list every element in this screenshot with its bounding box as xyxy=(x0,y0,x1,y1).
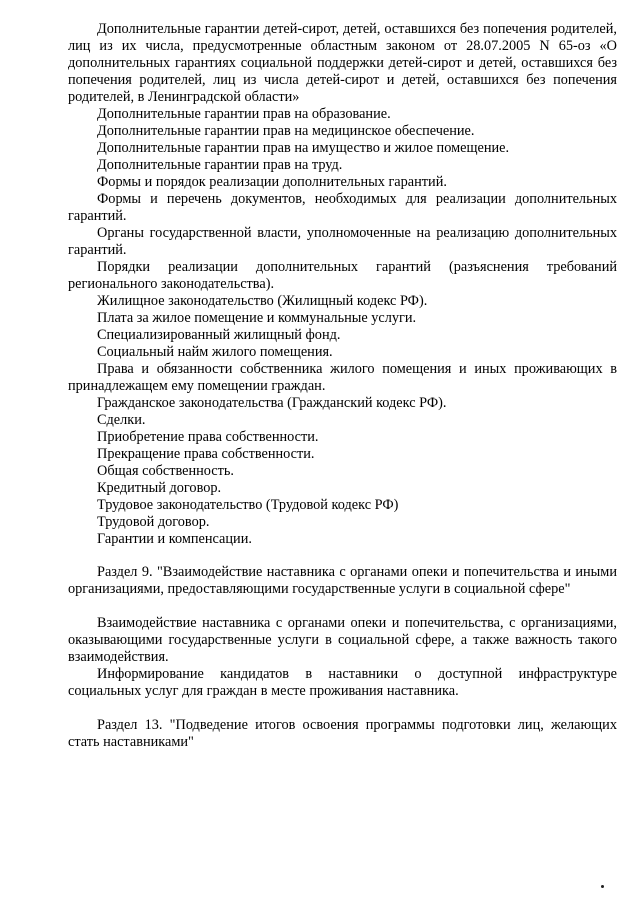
paragraph-medical: Дополнительные гарантии прав на медицинское обеспечение. xyxy=(97,123,475,139)
paragraph-labor-contract: Трудовой договор. xyxy=(97,514,210,530)
paragraph-education: Дополнительные гарантии прав на образование. xyxy=(97,106,391,122)
section-9-heading: Раздел 9. "Взаимодействие наставника с органами опеки и попечительства и иными организациями, предоставляющими государственные услуги в социальной сфере" xyxy=(68,564,617,597)
document-page xyxy=(68,21,617,751)
paragraph-labor-law: Трудовое законодательство (Трудовой кодекс РФ) xyxy=(97,497,399,513)
section-9-interaction: Взаимодействие наставника с органами опеки и попечительства, с организациями, оказывающими государственные услуги в социальной сфере, а также важность такого взаимодействия. xyxy=(68,615,617,665)
paragraph-property: Дополнительные гарантии прав на имущество и жилое помещение. xyxy=(97,140,510,156)
paragraph-procedures: Порядки реализации дополнительных гарантий (разъяснения требований регионального законодательства). xyxy=(68,259,617,292)
paragraph-credit: Кредитный договор. xyxy=(97,480,222,496)
paragraph-special-fund: Специализированный жилищный фонд. xyxy=(97,327,341,343)
paragraph-deals: Сделки. xyxy=(97,412,146,428)
paragraph-termination: Прекращение права собственности. xyxy=(97,446,315,462)
page-mark xyxy=(601,885,604,888)
section-9-informing: Информирование кандидатов в наставники о доступной инфраструктуре социальных услуг для граждан в месте проживания наставника. xyxy=(68,666,617,699)
paragraph-guarantees-compensation: Гарантии и компенсации. xyxy=(97,531,252,547)
paragraph-acquisition: Приобретение права собственности. xyxy=(97,429,319,445)
paragraph-housing-law: Жилищное законодательство (Жилищный кодекс РФ). xyxy=(97,293,428,309)
paragraph-common-property: Общая собственность. xyxy=(97,463,234,479)
paragraph-labor: Дополнительные гарантии прав на труд. xyxy=(97,157,343,173)
paragraph-owner-rights: Права и обязанности собственника жилого помещения и иных проживающих в принадлежащем ему помещении граждан. xyxy=(68,361,617,394)
paragraph-guarantees-intro: Дополнительные гарантии детей-сирот, детей, оставшихся без попечения родителей, лиц из их числа, предусмотренные областным законом от 28.07.2005 N 65-оз «О дополнительных гарантиях социальной поддержки детей-сирот и детей, оставшихся без попечения родителей, лиц из числа детей-сирот и детей, оставшихся без попечения родителей, в Ленинградской области» xyxy=(68,21,617,105)
paragraph-authorities: Органы государственной власти, уполномоченные на реализацию дополнительных гарантий. xyxy=(68,225,617,258)
paragraph-civil-law: Гражданское законодательства (Гражданский кодекс РФ). xyxy=(97,395,447,411)
paragraph-forms-order: Формы и порядок реализации дополнительных гарантий. xyxy=(97,174,447,190)
paragraph-housing-fee: Плата за жилое помещение и коммунальные услуги. xyxy=(97,310,417,326)
section-13-heading: Раздел 13. "Подведение итогов освоения программы подготовки лиц, желающих стать наставниками" xyxy=(68,717,617,750)
paragraph-forms-documents: Формы и перечень документов, необходимых для реализации дополнительных гарантий. xyxy=(68,191,617,224)
paragraph-social-rent: Социальный найм жилого помещения. xyxy=(97,344,333,360)
